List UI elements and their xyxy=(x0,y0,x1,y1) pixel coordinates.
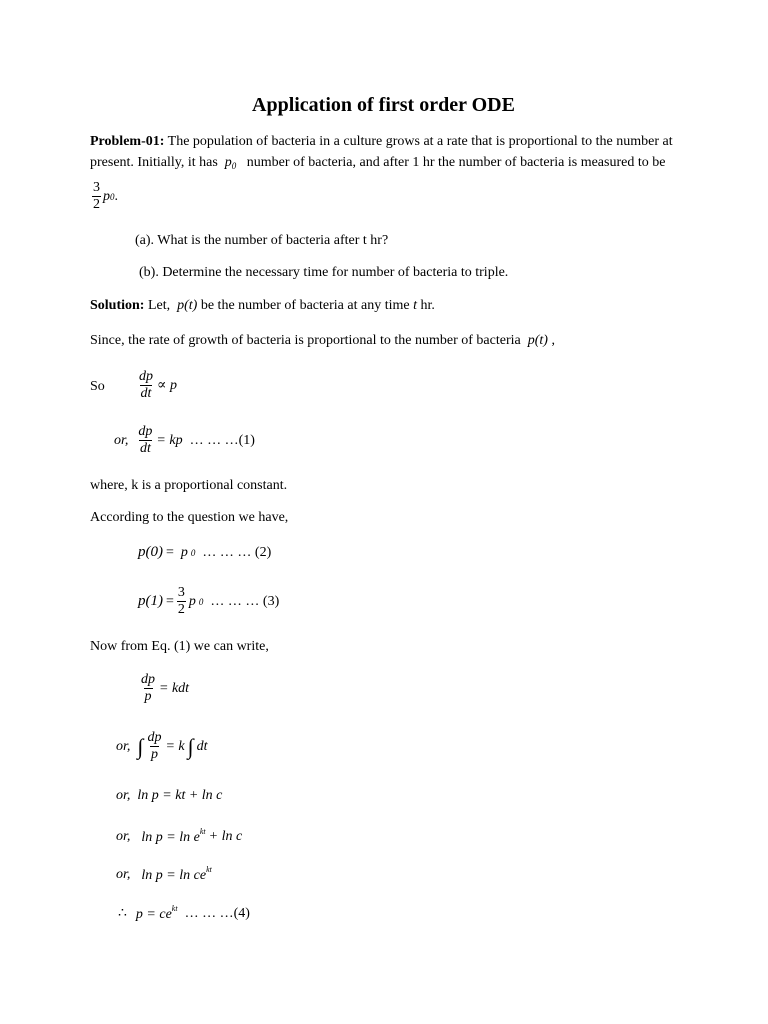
equation-1 xyxy=(114,424,255,457)
integral-sign-2: ∫ xyxy=(187,733,194,759)
fraction-numerator: 3 xyxy=(93,180,100,195)
equation-ln-3 xyxy=(116,865,212,884)
fraction-numerator: dp xyxy=(147,730,162,745)
equation-mid: = k xyxy=(165,738,185,754)
where-line: where, k is a proportional constant. xyxy=(90,478,288,493)
exponent: kt xyxy=(171,904,178,913)
equation-separated xyxy=(140,672,189,705)
p0-subscript: 0 xyxy=(231,161,237,171)
problem-text-1: The population of bacteria in a culture grows at a rate that is proportional to the number at xyxy=(167,134,673,149)
since-pt: p(t) xyxy=(527,333,548,348)
equation-tail: + ln c xyxy=(208,828,243,844)
problem-line-2 xyxy=(90,155,665,171)
fraction-denominator: 2 xyxy=(177,602,185,617)
problem-line-1 xyxy=(90,134,673,150)
p0-variable: p xyxy=(180,544,188,560)
equation-body: ln p = kt + ln c xyxy=(137,788,223,803)
solution-let: Let, xyxy=(147,298,171,313)
dp-over-p-fraction xyxy=(140,672,156,705)
since-line xyxy=(90,333,555,349)
problem-text-2b: number of bacteria, and after 1 hr the number of bacteria is measured to be xyxy=(246,155,666,170)
p0-subscript-2: 0 xyxy=(110,191,115,202)
equation-ln-1 xyxy=(116,788,222,804)
integral-sign: ∫ xyxy=(137,733,144,759)
so-label: So xyxy=(90,379,105,394)
equation-rhs: = kp xyxy=(156,432,183,448)
solution-hr: hr. xyxy=(420,298,435,313)
p0-variable: p xyxy=(188,593,196,609)
fraction-numerator: dp xyxy=(139,369,153,384)
problem-text-2a: present. Initially, it has xyxy=(90,155,218,170)
equation-proportional xyxy=(138,369,177,402)
equation-body-text: ln p = ln e xyxy=(141,830,200,845)
equation-tag: … … …(1) xyxy=(189,432,255,448)
derivative-fraction xyxy=(137,424,153,457)
fraction-denominator: dt xyxy=(139,441,151,456)
solution-label: Solution: xyxy=(90,298,145,313)
part-a: (a). What is the number of bacteria after t hr? xyxy=(135,233,389,248)
fraction-numerator: 3 xyxy=(177,585,185,600)
or-label: or, xyxy=(116,866,131,882)
fraction-denominator: dt xyxy=(140,386,152,401)
or-label: or, xyxy=(116,828,131,844)
equation-integral xyxy=(116,730,208,763)
or-label: or, xyxy=(114,432,129,448)
equation-4 xyxy=(118,904,250,923)
or-label: or, xyxy=(116,788,131,803)
p0-variable: p xyxy=(224,155,232,170)
part-b: (b). Determine the necessary time for number of bacteria to triple. xyxy=(139,265,509,280)
solution-t: t xyxy=(413,298,417,313)
fraction-three-halves xyxy=(177,585,186,618)
equation-rhs: dt xyxy=(196,738,208,754)
line-end-period: . xyxy=(114,188,118,204)
problem-line-3 xyxy=(92,180,118,213)
equation-rhs: = kdt xyxy=(159,680,190,696)
solution-rest: be the number of bacteria at any time xyxy=(200,298,410,313)
equals-sign: = xyxy=(166,593,174,609)
therefore-icon: ∴ xyxy=(118,906,127,921)
fraction-three-halves xyxy=(92,180,101,213)
since-end: , xyxy=(551,333,555,348)
equation-2 xyxy=(138,544,271,561)
equation-body xyxy=(136,904,178,923)
now-line: Now from Eq. (1) we can write, xyxy=(90,639,269,654)
page-title: Application of first order ODE xyxy=(252,94,515,116)
equation-rhs: ∝ p xyxy=(157,378,177,393)
solution-line xyxy=(90,298,435,314)
since-text: Since, the rate of growth of bacteria is proportional to the number of bacteria xyxy=(90,333,521,348)
equation-tag: … … … (3) xyxy=(210,593,280,609)
equation-3 xyxy=(138,585,279,618)
fraction-denominator: p xyxy=(150,747,158,762)
equation-tag: … … …(4) xyxy=(184,905,250,921)
equation-body-text: ln p = ln ce xyxy=(141,868,207,883)
equation-body xyxy=(141,827,205,846)
problem-label: Problem-01: xyxy=(90,134,165,149)
equation-lhs: p(0) xyxy=(138,544,163,560)
fraction-denominator: 2 xyxy=(93,197,100,212)
according-line: According to the question we have, xyxy=(90,510,289,525)
equation-body xyxy=(141,865,211,884)
p0-subscript: 0 xyxy=(198,596,204,607)
fraction-numerator: dp xyxy=(138,424,153,439)
equation-body-text: p = ce xyxy=(135,907,172,922)
fraction-numerator: dp xyxy=(141,672,155,687)
equation-tag: … … … (2) xyxy=(202,544,272,560)
or-label: or, xyxy=(116,738,131,754)
p0-subscript: 0 xyxy=(190,547,196,558)
exponent: kt xyxy=(206,865,212,874)
p0-variable-2: p xyxy=(103,188,110,204)
fraction-denominator: p xyxy=(144,689,152,704)
equals-sign: = xyxy=(166,544,174,560)
derivative-fraction xyxy=(138,369,154,402)
exponent: kt xyxy=(199,827,206,836)
equation-lhs: p(1) xyxy=(138,593,163,609)
equation-ln-2 xyxy=(116,827,242,846)
solution-pt: p(t) xyxy=(177,298,198,313)
dp-over-p-fraction xyxy=(146,730,162,763)
